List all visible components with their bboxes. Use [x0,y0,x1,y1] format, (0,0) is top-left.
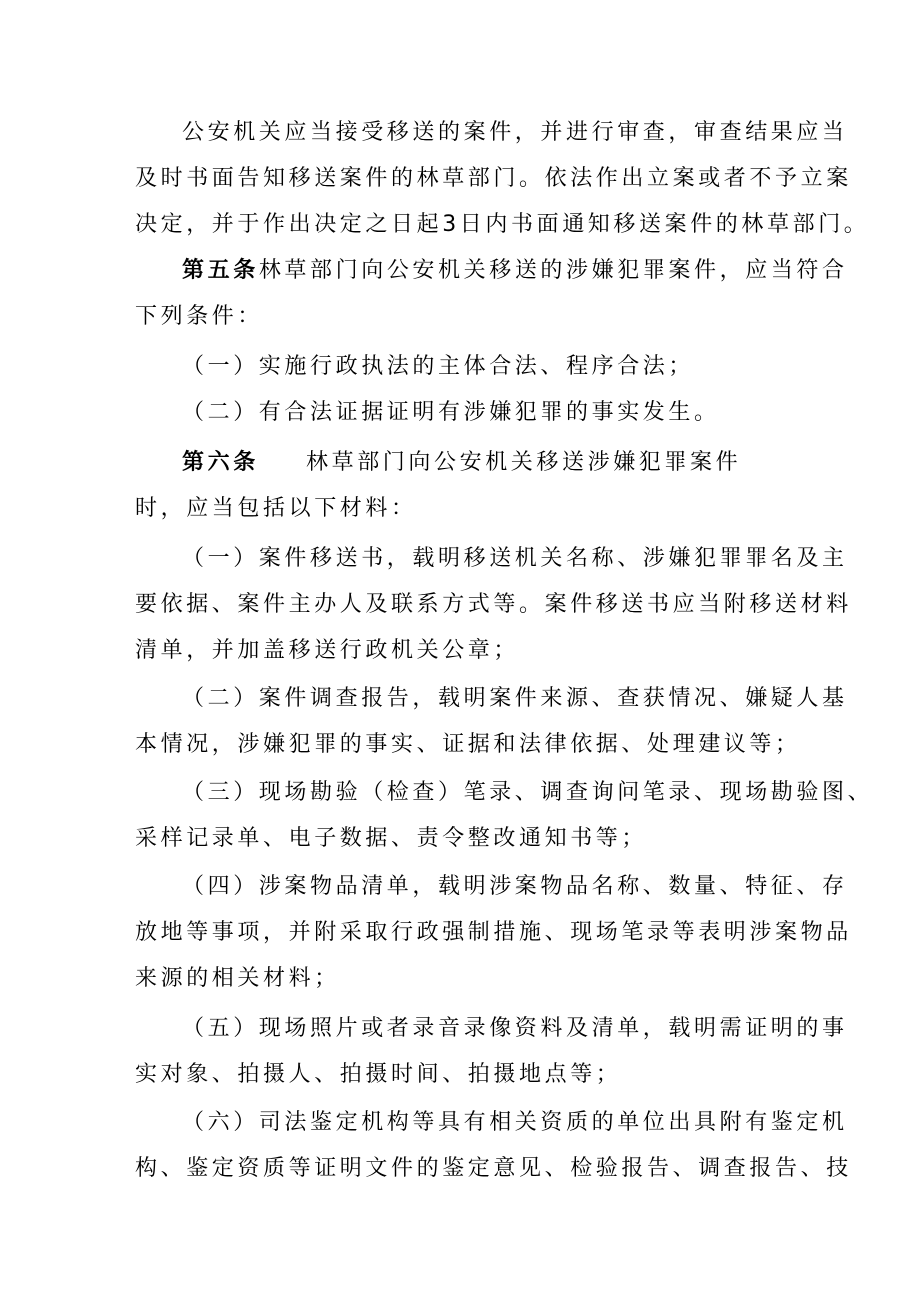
list-item: （三）现场勘验（检查）笔录、调查询问笔录、现场勘验图、 [182,780,874,805]
paragraph-line: 来源的相关材料； [135,966,340,991]
paragraph-line: 构、鉴定资质等证明文件的鉴定意见、检验报告、调查报告、技 [135,1156,852,1181]
article-6-label [182,448,259,478]
list-item: （五）现场照片或者录音录像资料及清单，载明需证明的事 [182,1016,848,1041]
article-5-text: 林草部门向公安机关移送的涉嫌犯罪案件，应当符合 [258,258,848,283]
paragraph-line: 采样记录单、电子数据、责令整改通知书等； [135,826,648,851]
paragraph-line: 本情况，涉嫌犯罪的事实、证据和法律依据、处理建议等； [135,732,801,757]
article-5-label: 第五条 [182,258,259,283]
article-6-label-text: 第六条 [182,450,259,475]
list-item: （六）司法鉴定机构等具有相关资质的单位出具附有鉴定机 [182,1110,848,1135]
list-item: （四）涉案物品清单，载明涉案物品名称、数量、特征、存 [182,874,848,899]
paragraph-line: 时，应当包括以下材料： [135,496,417,521]
paragraph-line: 决定，并于作出决定之日起3日内书面通知移送案件的林草部门。 [135,212,870,237]
article-6-text: 林草部门向公安机关移送涉嫌犯罪案件 [306,450,742,475]
paragraph-line: 下列条件： [135,304,264,329]
article-5-line [182,256,848,286]
paragraph-line: 放地等事项，并附采取行政强制措施、现场笔录等表明涉案物品 [135,920,852,945]
list-item: （一）案件移送书，载明移送机关名称、涉嫌犯罪罪名及主 [182,546,848,571]
paragraph-line: 及时书面告知移送案件的林草部门。依法作出立案或者不予立案 [135,166,852,191]
paragraph-line: 实对象、拍摄人、拍摄时间、拍摄地点等； [135,1062,622,1087]
paragraph-line: 公安机关应当接受移送的案件，并进行审查，审查结果应当 [182,120,848,145]
list-item: （二）案件调查报告，载明案件来源、查获情况、嫌疑人基 [182,686,848,711]
list-item: （二）有合法证据证明有涉嫌犯罪的事实发生。 [182,400,720,425]
paragraph-line: 要依据、案件主办人及联系方式等。案件移送书应当附移送材料 [135,592,852,617]
paragraph-line: 清单，并加盖移送行政机关公章； [135,638,520,663]
list-item: （一）实施行政执法的主体合法、程序合法； [182,354,695,379]
